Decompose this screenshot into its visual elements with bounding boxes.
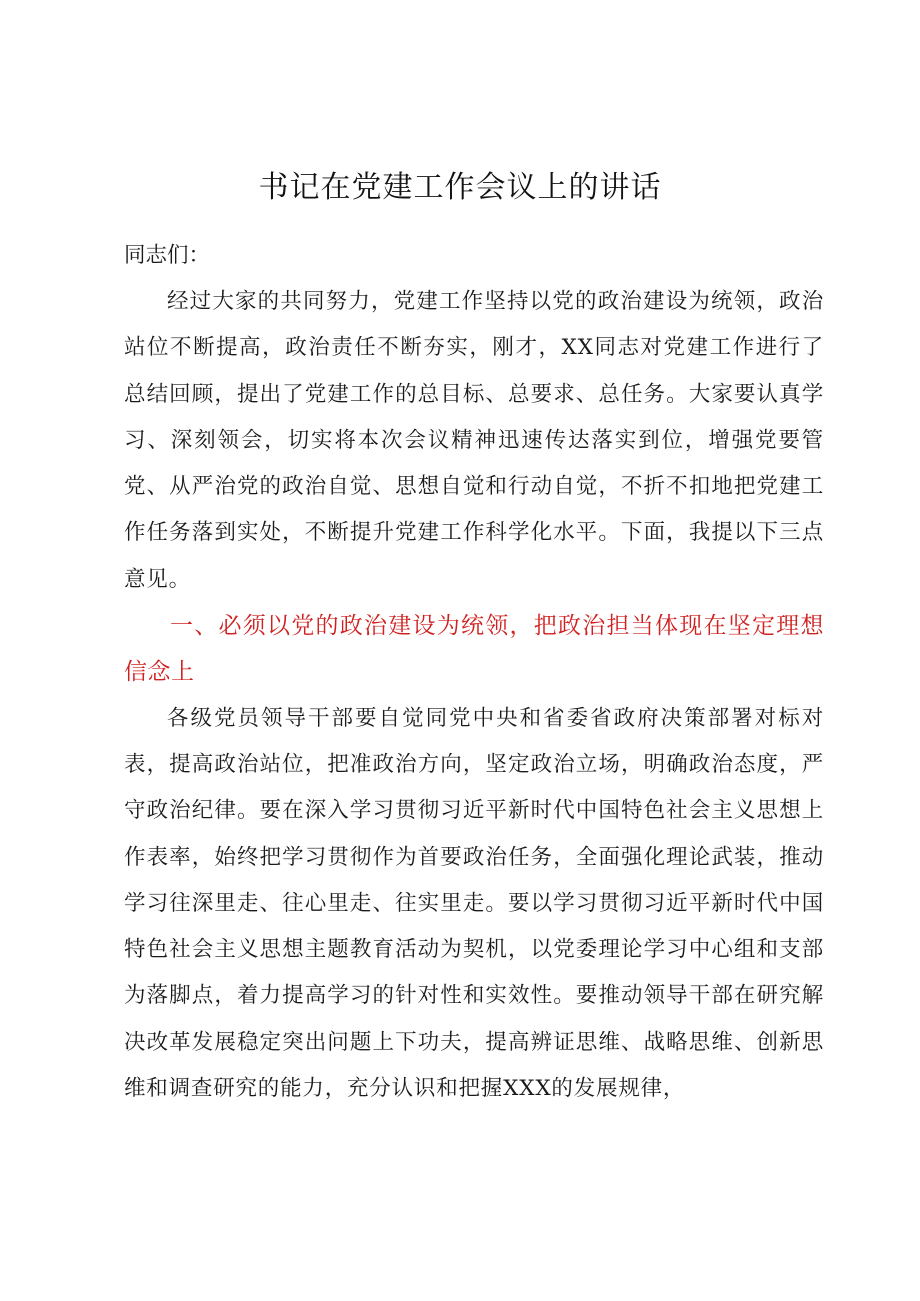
section-heading-1: 一、必须以党的政治建设为统领，把政治担当体现在坚定理想信念上 (124, 613, 824, 686)
salutation: 同志们： (124, 243, 211, 268)
page-title: 书记在党建工作会议上的讲话 (258, 170, 662, 205)
document-body (124, 233, 824, 1112)
section-paragraph-1: 各级党员领导干部要自觉同党中央和省委省政府决策部署对标对表，提高政治站位，把准政治方向，坚定政治立场，明确政治态度，严守政治纪律。要在深入学习贯彻习近平新时代中国特色社会主义思想上作表率，始终把学习贯彻作为首要政治任务，全面强化理论武装，推动学习往深里走、往心里走、往实里走。要以学习贯彻习近平新时代中国特色社会主义思想主题教育活动为契机，以党委理论学习中心组和支部为落脚点，着力提高学习的针对性和实效性。要推动领导干部在研究解决改革发展稳定突出问题上下功夫，提高辨证思维、战略思维、创新思维和调查研究的能力，充分认识和把握XXX的发展规律， (124, 705, 824, 1102)
intro-paragraph: 经过大家的共同努力，党建工作坚持以党的政治建设为统领，政治站位不断提高，政治责任不断夯实，刚才，XX同志对党建工作进行了总结回顾，提出了党建工作的总目标、总要求、总任务。大家要认真学习、深刻领会，切实将本次会议精神迅速传达落实到位，增强党要管党、从严治党的政治自觉、思想自觉和行动自觉，不折不扣地把党建工作任务落到实处，不断提升党建工作科学化水平。下面，我提以下三点意见。 (124, 289, 824, 592)
